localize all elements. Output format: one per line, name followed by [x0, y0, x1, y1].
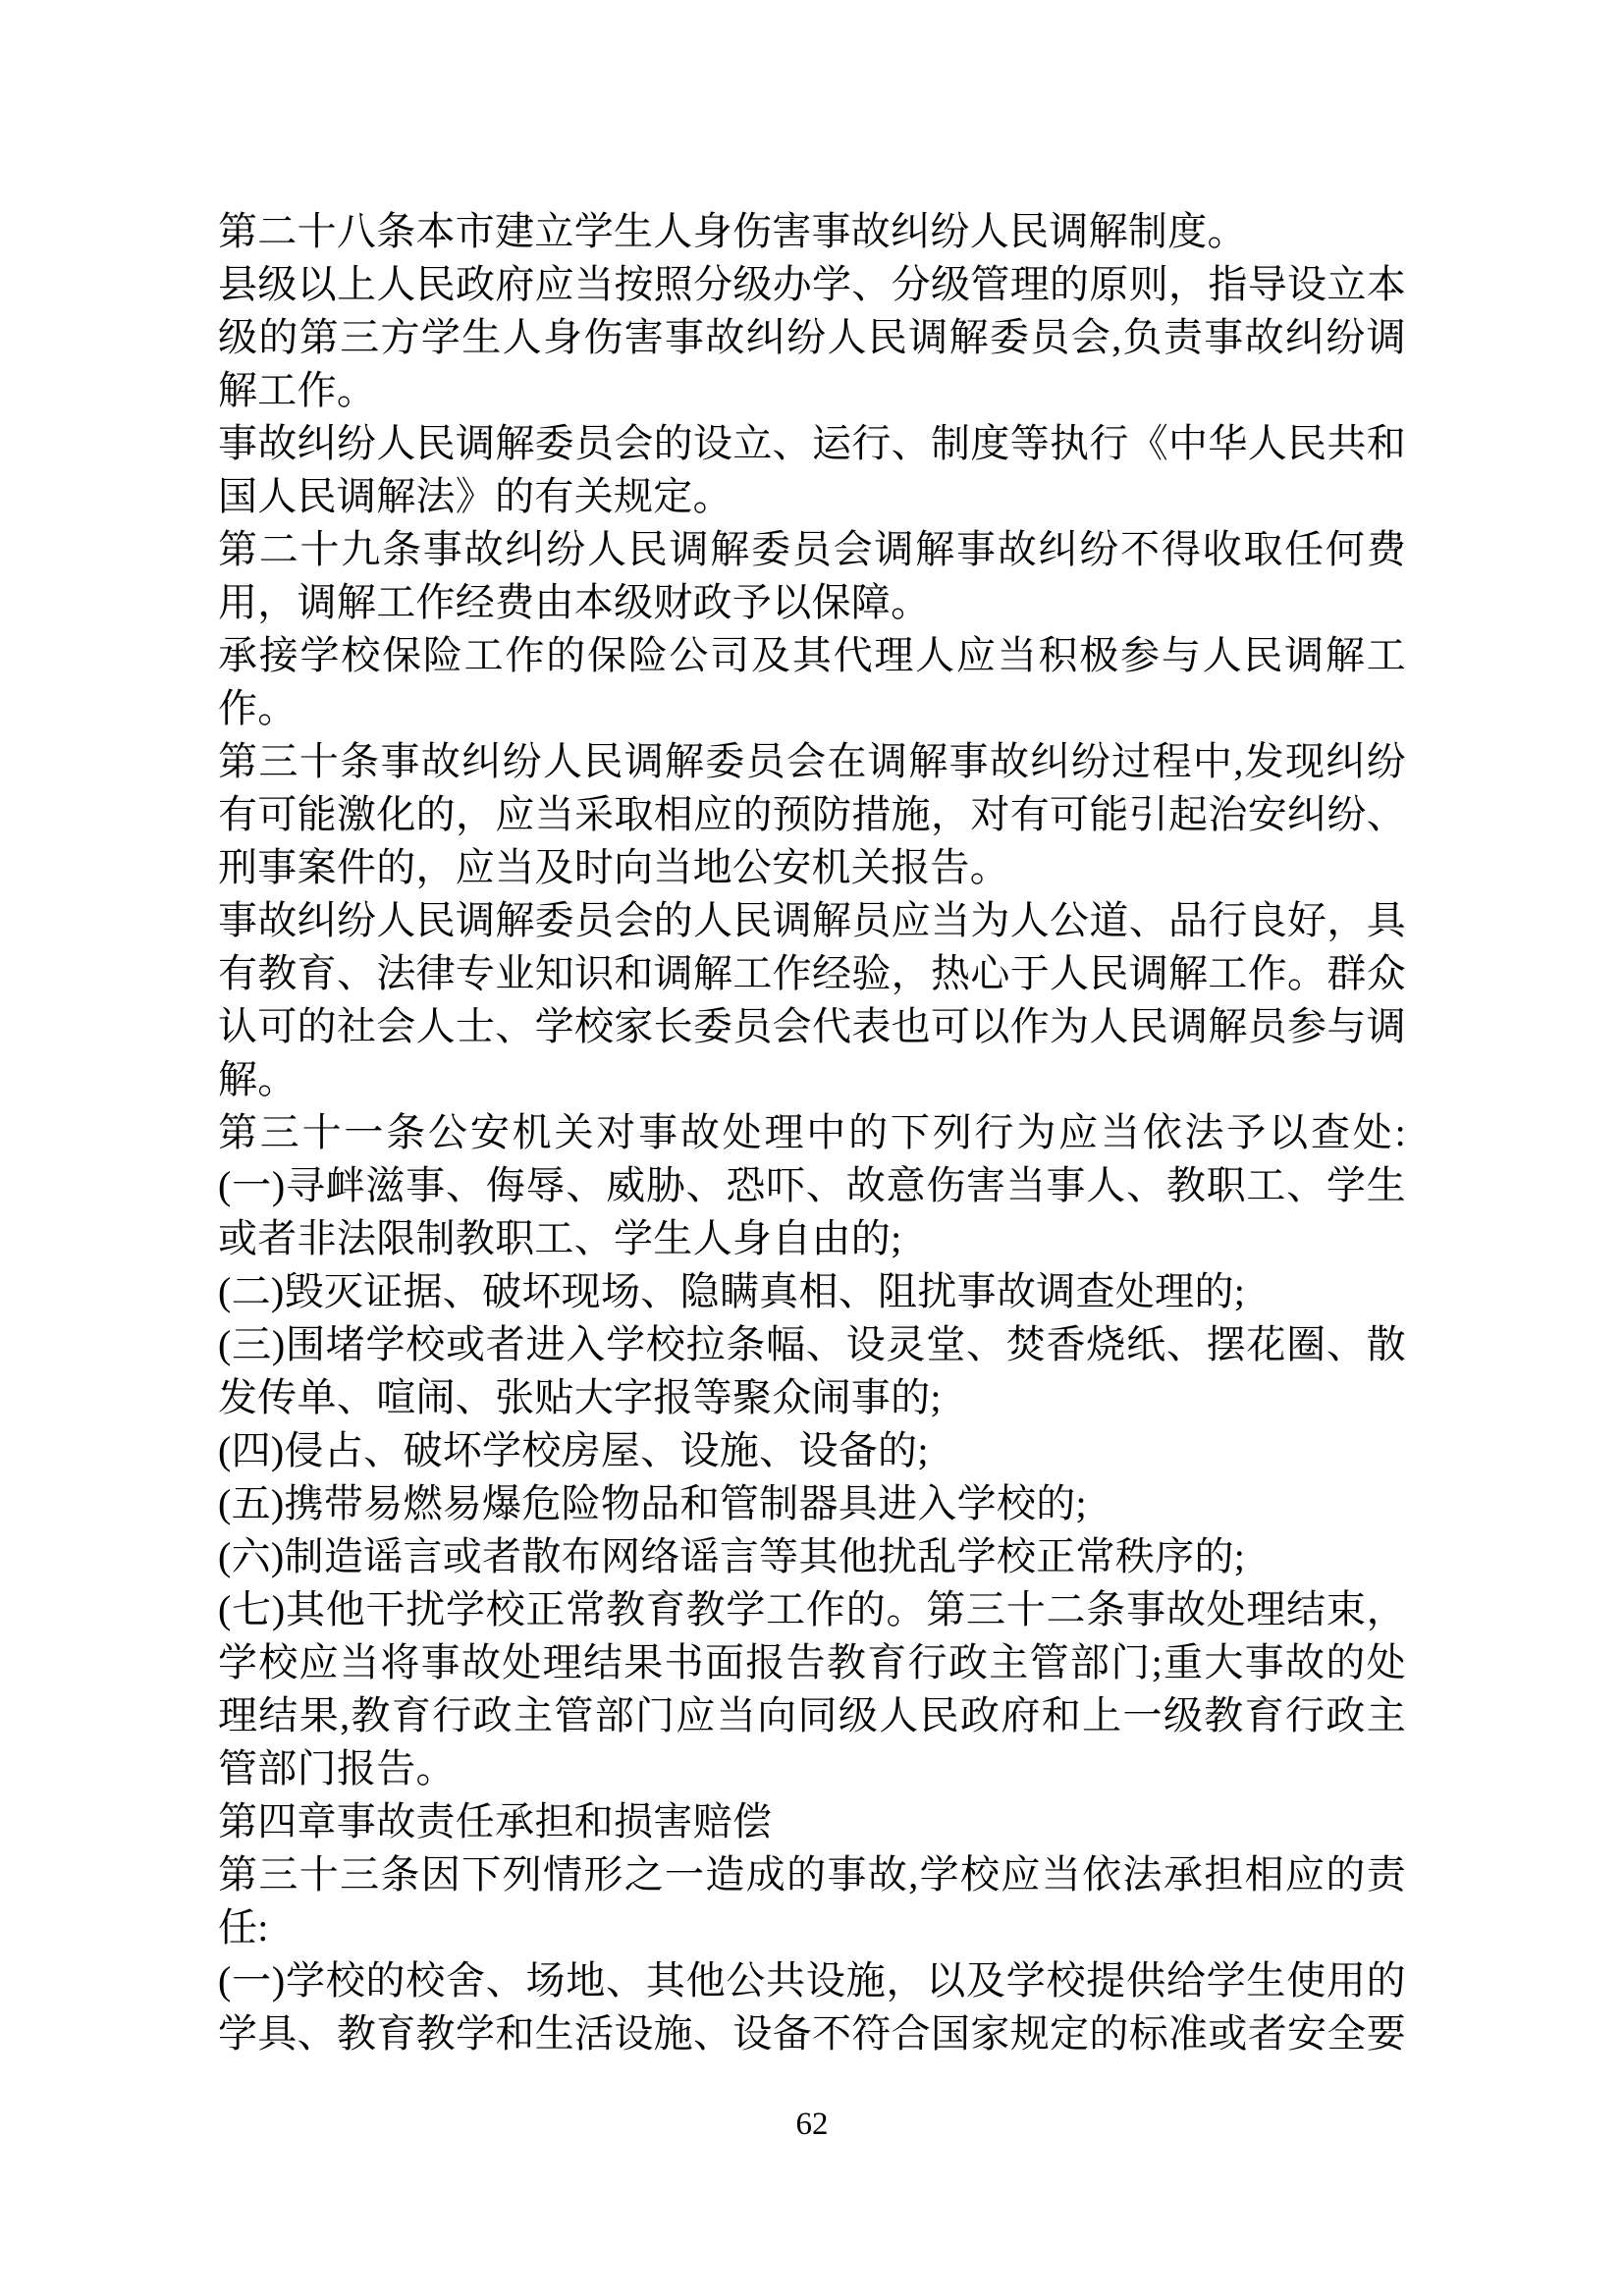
text-line: 有教育、法律专业知识和调解工作经验，热心于人民调解工作。群众	[218, 951, 1406, 995]
text-line: 刑事案件的，应当及时向当地公安机关报告。	[218, 845, 1009, 889]
text-line: 县级以上人民政府应当按照分级办学、分级管理的原则，指导设立本	[218, 262, 1406, 306]
text-line: 承接学校保险工作的保险公司及其代理人应当积极参与人民调解工	[218, 633, 1406, 677]
text-line: 第四章事故责任承担和损害赔偿	[218, 1799, 773, 1843]
text-line: 任:	[218, 1905, 269, 1949]
text-line: 或者非法限制教职工、学生人身自由的;	[218, 1216, 902, 1260]
text-line: (五)携带易燃易爆危险物品和管制器具进入学校的;	[218, 1481, 1087, 1525]
text-line: (二)毁灭证据、破坏现场、隐瞒真相、阻扰事故调查处理的;	[218, 1269, 1246, 1313]
text-line: 发传单、喧闹、张贴大字报等聚众闹事的;	[218, 1375, 942, 1419]
text-line: 第三十条事故纠纷人民调解委员会在调解事故纠纷过程中,发现纠纷	[218, 739, 1406, 783]
text-line: 第三十三条因下列情形之一造成的事故,学校应当依法承担相应的责	[218, 1852, 1406, 1896]
text-line: 级的第三方学生人身伤害事故纠纷人民调解委员会,负责事故纠纷调	[218, 315, 1406, 359]
text-line: (六)制造谣言或者散布网络谣言等其他扰乱学校正常秩序的;	[218, 1534, 1246, 1578]
text-line: 学具、教育教学和生活设施、设备不符合国家规定的标准或者安全要	[218, 2011, 1406, 2056]
text-line: 解工作。	[218, 368, 377, 412]
text-block	[218, 205, 1406, 2060]
text-line: 解。	[218, 1057, 298, 1101]
text-line: (七)其他干扰学校正常教育教学工作的。第三十二条事故处理结束，	[218, 1587, 1406, 1631]
text-line: 认可的社会人士、学校家长委员会代表也可以作为人民调解员参与调	[218, 1004, 1406, 1048]
text-line: 第二十九条事故纠纷人民调解委员会调解事故纠纷不得收取任何费	[218, 527, 1406, 571]
text-line: 理结果,教育行政主管部门应当向同级人民政府和上一级教育行政主	[218, 1693, 1406, 1737]
page-number: 62	[795, 2107, 829, 2142]
text-line: 第二十八条本市建立学生人身伤害事故纠纷人民调解制度。	[218, 209, 1247, 253]
text-line: 第三十一条公安机关对事故处理中的下列行为应当依法予以查处:	[218, 1110, 1406, 1154]
text-line: 事故纠纷人民调解委员会的人民调解员应当为人公道、品行良好，具	[218, 898, 1406, 942]
text-line: 事故纠纷人民调解委员会的设立、运行、制度等执行《中华人民共和	[218, 421, 1406, 465]
text-line: 管部门报告。	[218, 1746, 456, 1790]
text-line: 国人民调解法》的有关规定。	[218, 474, 732, 518]
text-line: 有可能激化的，应当采取相应的预防措施，对有可能引起治安纠纷、	[218, 792, 1406, 836]
text-line: 用，调解工作经费由本级财政予以保障。	[218, 580, 931, 624]
text-line: (一)寻衅滋事、侮辱、威胁、恐吓、故意伤害当事人、教职工、学生	[218, 1163, 1406, 1207]
text-line: (三)围堵学校或者进入学校拉条幅、设灵堂、焚香烧纸、摆花圈、散	[218, 1322, 1406, 1366]
text-line: 作。	[218, 686, 298, 730]
text-line: (一)学校的校舍、场地、其他公共设施，以及学校提供给学生使用的	[218, 1958, 1406, 2002]
text-line: (四)侵占、破坏学校房屋、设施、设备的;	[218, 1428, 929, 1472]
text-line: 学校应当将事故处理结果书面报告教育行政主管部门;重大事故的处	[218, 1640, 1406, 1684]
